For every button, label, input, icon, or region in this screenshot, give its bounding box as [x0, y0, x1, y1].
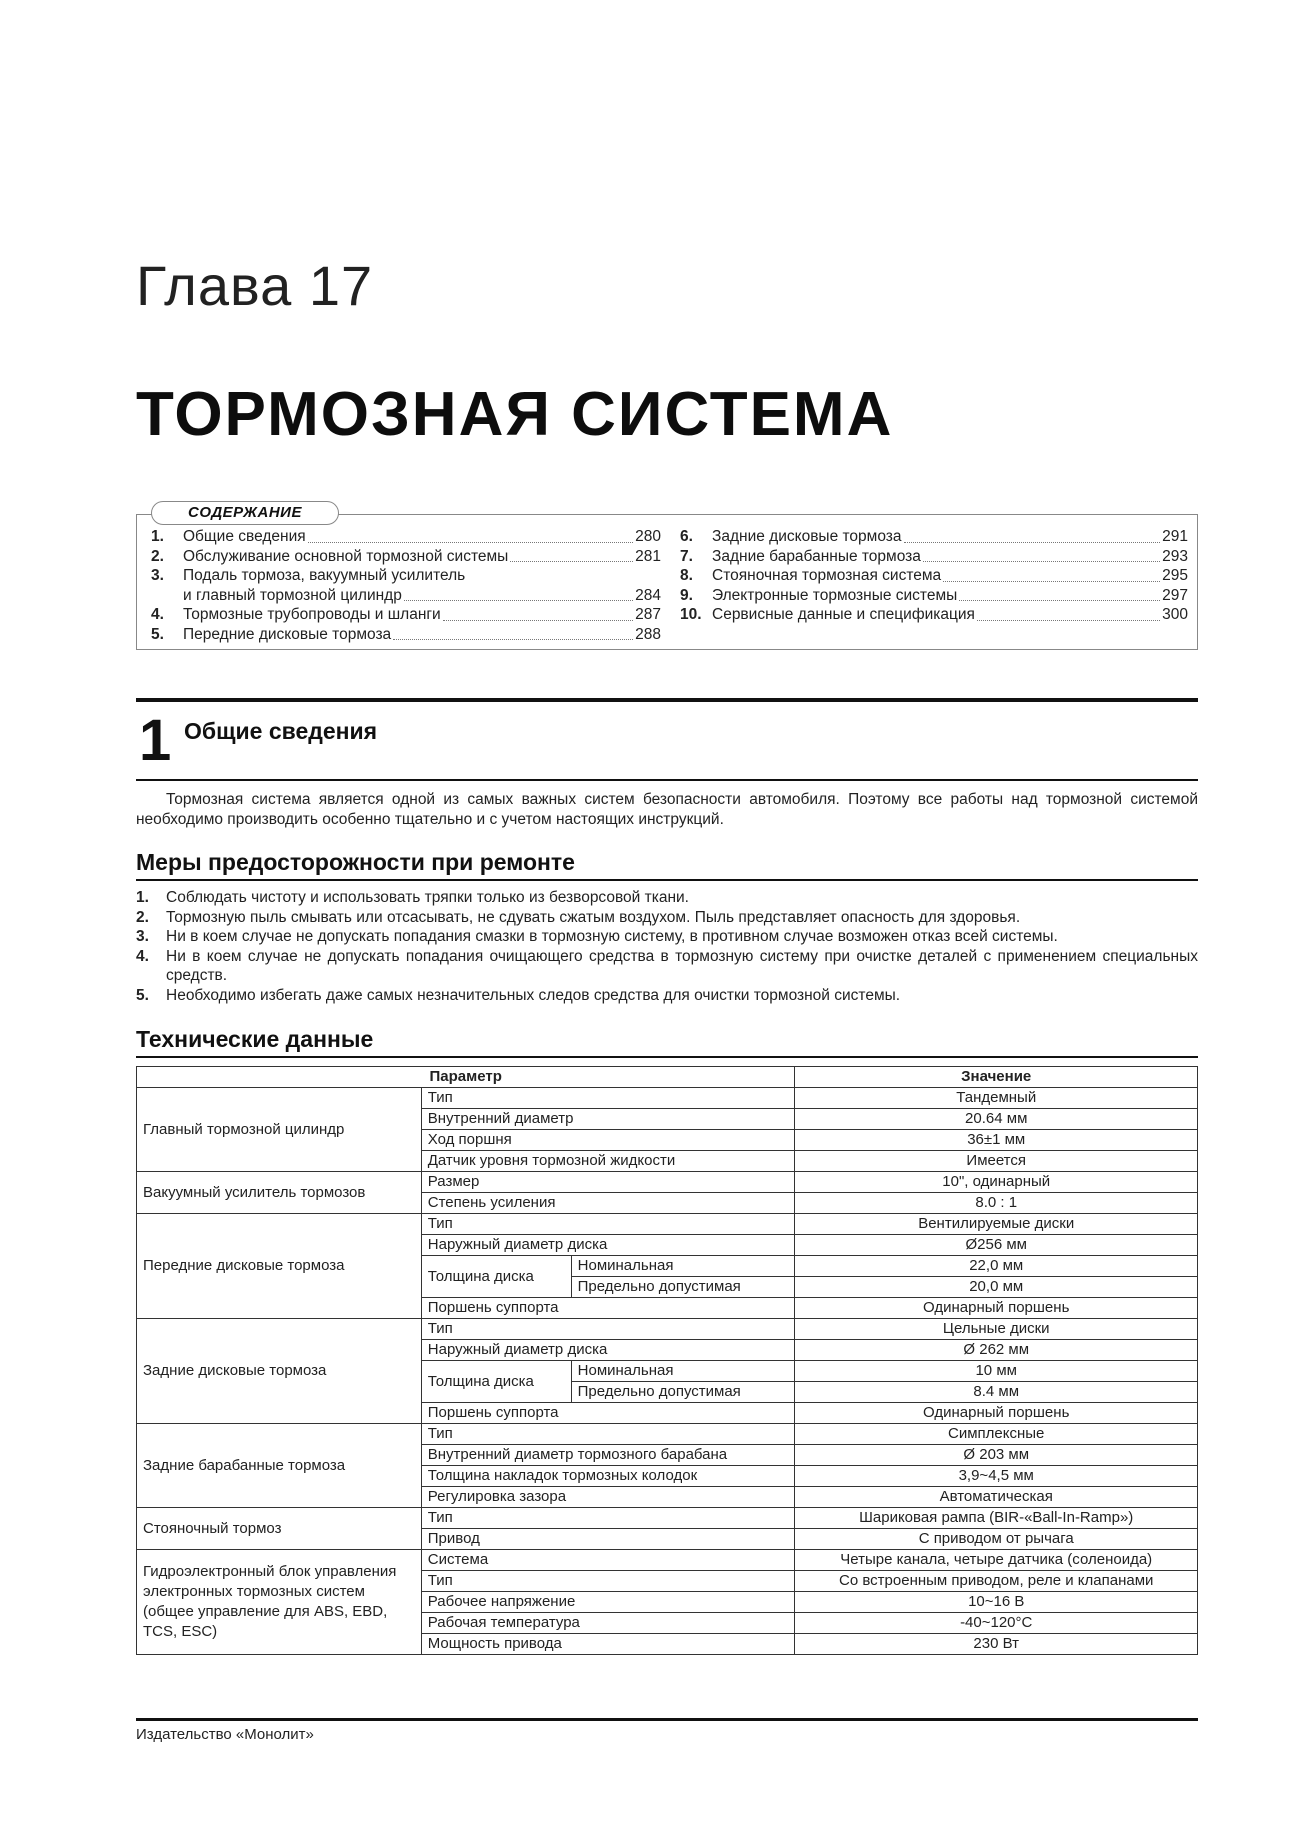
- value-cell: Тандемный: [795, 1088, 1198, 1109]
- value-cell: 230 Вт: [795, 1634, 1198, 1655]
- param-cell: Рабочее напряжение: [421, 1592, 795, 1613]
- param-cell: Размер: [421, 1172, 795, 1193]
- leader-dots: [959, 600, 1160, 601]
- contents-box: [136, 504, 1198, 650]
- param-cell: Поршень суппорта: [421, 1298, 795, 1319]
- subparam-cell: Предельно допустимая: [571, 1382, 795, 1403]
- param-cell: Внутренний диаметр тормозного барабана: [421, 1445, 795, 1466]
- param-cell: Регулировка зазора: [421, 1487, 795, 1508]
- value-cell: 10 мм: [795, 1361, 1198, 1382]
- contents-item[interactable]: 5. Передние дисковые тормоза 288: [151, 625, 661, 643]
- param-cell: Наружный диаметр диска: [421, 1235, 795, 1256]
- value-cell: Имеется: [795, 1151, 1198, 1172]
- contents-item[interactable]: 10. Сервисные данные и спецификация 300: [680, 606, 1188, 623]
- value-cell: С приводом от рычага: [795, 1529, 1198, 1550]
- param-cell: Толщина диска: [421, 1361, 571, 1403]
- footer-rule: [136, 1718, 1198, 1721]
- value-cell: Четыре канала, четыре датчика (соленоида): [795, 1550, 1198, 1571]
- leader-dots: [404, 600, 633, 601]
- value-cell: 8.4 мм: [795, 1382, 1198, 1403]
- value-cell: Ø 262 мм: [795, 1340, 1198, 1361]
- list-item: 2. Тормозную пыль смывать или отсасывать, не сдувать сжатым воздухом. Пыль представляет опасность для здоровья.: [136, 908, 1021, 926]
- table-row: [137, 1088, 1198, 1109]
- value-cell: Автоматическая: [795, 1487, 1198, 1508]
- value-cell: Вентилируемые диски: [795, 1214, 1198, 1235]
- param-cell: Тип: [421, 1319, 795, 1340]
- subparam-cell: Номинальная: [571, 1256, 795, 1277]
- param-cell: Система: [421, 1550, 795, 1571]
- section-rule-top: [136, 698, 1198, 702]
- subparam-cell: Предельно допустимая: [571, 1277, 795, 1298]
- leader-dots: [443, 620, 633, 621]
- contents-item[interactable]: 6. Задние дисковые тормоза 291: [680, 528, 1188, 545]
- group-cell: Стояночный тормоз: [137, 1508, 422, 1550]
- section-rule-bottom: [136, 779, 1198, 781]
- param-cell: Тип: [421, 1214, 795, 1235]
- param-cell: Датчик уровня тормозной жидкости: [421, 1151, 795, 1172]
- table-row: [137, 1424, 1198, 1445]
- value-cell: 10", одинарный: [795, 1172, 1198, 1193]
- value-cell: 3,9~4,5 мм: [795, 1466, 1198, 1487]
- param-cell: Внутренний диаметр: [421, 1109, 795, 1130]
- contents-item[interactable]: 7. Задние барабанные тормоза 293: [680, 547, 1188, 565]
- column-header-parameter: Параметр: [137, 1067, 795, 1088]
- contents-column-left: [151, 527, 661, 644]
- table-row: [137, 1172, 1198, 1193]
- leader-dots: [308, 542, 633, 543]
- list-item: 5. Необходимо избегать даже самых незначительных следов средства для очистки тормозной системы.: [136, 986, 901, 1004]
- leader-dots: [943, 581, 1160, 582]
- param-cell: Тип: [421, 1571, 795, 1592]
- value-cell: Одинарный поршень: [795, 1298, 1198, 1319]
- value-cell: -40~120°C: [795, 1613, 1198, 1634]
- contents-heading: СОДЕРЖАНИЕ: [151, 501, 339, 525]
- param-cell: Тип: [421, 1424, 795, 1445]
- section-title: Общие сведения: [184, 718, 378, 744]
- value-cell: 36±1 мм: [795, 1130, 1198, 1151]
- table-row: [137, 1214, 1198, 1235]
- group-cell: Гидроэлектронный блок управления электронных тормозных систем (общее управление для ABS, EBD, TCS, ESC): [137, 1550, 422, 1655]
- chapter-label: Глава 17: [136, 254, 374, 317]
- column-header-value: Значение: [795, 1067, 1198, 1088]
- param-cell: Толщина диска: [421, 1256, 571, 1298]
- contents-item[interactable]: 1. Общие сведения 280: [151, 528, 661, 545]
- publisher-footer: Издательство «Монолит»: [136, 1726, 314, 1743]
- group-cell: Задние барабанные тормоза: [137, 1424, 422, 1508]
- value-cell: 20.64 мм: [795, 1109, 1198, 1130]
- value-cell: 22,0 мм: [795, 1256, 1198, 1277]
- value-cell: 8.0 : 1: [795, 1193, 1198, 1214]
- precautions-heading: Меры предосторожности при ремонте: [136, 849, 575, 875]
- intro-paragraph: Тормозная система является одной из самых важных систем безопасности автомобиля. Поэтому все работы над тормозной системой необходимо производить особенно тщательно и с учетом настоящих инструкций.: [136, 791, 1198, 828]
- leader-dots: [510, 561, 633, 562]
- param-cell: Степень усиления: [421, 1193, 795, 1214]
- value-cell: Шариковая рампа (BIR-«Ball-In-Ramp»): [795, 1508, 1198, 1529]
- value-cell: Со встроенным приводом, реле и клапанами: [795, 1571, 1198, 1592]
- contents-item[interactable]: 4. Тормозные трубопроводы и шланги 287: [151, 606, 661, 623]
- precautions-list: [136, 888, 1198, 1005]
- value-cell: Ø 203 мм: [795, 1445, 1198, 1466]
- table-row: [137, 1550, 1198, 1571]
- subparam-cell: Номинальная: [571, 1361, 795, 1382]
- group-cell: Задние дисковые тормоза: [137, 1319, 422, 1424]
- value-cell: Цельные диски: [795, 1319, 1198, 1340]
- param-cell: Мощность привода: [421, 1634, 795, 1655]
- param-cell: Поршень суппорта: [421, 1403, 795, 1424]
- value-cell: Ø256 мм: [795, 1235, 1198, 1256]
- param-cell: Толщина накладок тормозных колодок: [421, 1466, 795, 1487]
- group-cell: Главный тормозной цилиндр: [137, 1088, 422, 1172]
- techdata-heading: Технические данные: [136, 1026, 374, 1052]
- param-cell: Рабочая температура: [421, 1613, 795, 1634]
- chapter-title: ТОРМОЗНАЯ СИСТЕМА: [136, 380, 894, 449]
- contents-item[interactable]: 3. Подаль тормоза, вакуумный усилитель: [151, 567, 466, 584]
- contents-item-continued[interactable]: и главный тормозной цилиндр 284: [183, 586, 661, 604]
- contents-item[interactable]: 2. Обслуживание основной тормозной системы 281: [151, 547, 661, 565]
- table-row: [137, 1508, 1198, 1529]
- techdata-rule: [136, 1056, 1198, 1058]
- param-cell: Наружный диаметр диска: [421, 1340, 795, 1361]
- param-cell: Привод: [421, 1529, 795, 1550]
- list-item: 4. Ни в коем случае не допускать попадания очищающего средства в тормозную систему при очистке деталей с применением специальных средств.: [136, 947, 1198, 984]
- section-number: 1: [139, 708, 172, 773]
- value-cell: Симплексные: [795, 1424, 1198, 1445]
- table-row: [137, 1319, 1198, 1340]
- leader-dots: [393, 639, 633, 640]
- leader-dots: [904, 542, 1161, 543]
- value-cell: Одинарный поршень: [795, 1403, 1198, 1424]
- contents-item[interactable]: 8. Стояночная тормозная система 295: [680, 567, 1188, 584]
- leader-dots: [977, 620, 1160, 621]
- precautions-rule: [136, 879, 1198, 881]
- contents-item[interactable]: 9. Электронные тормозные системы 297: [680, 586, 1188, 604]
- list-item: 1. Соблюдать чистоту и использовать тряпки только из безворсовой ткани.: [136, 889, 689, 906]
- value-cell: 10~16 В: [795, 1592, 1198, 1613]
- value-cell: 20,0 мм: [795, 1277, 1198, 1298]
- param-cell: Тип: [421, 1508, 795, 1529]
- list-item: 3. Ни в коем случае не допускать попадания смазки в тормозную систему, в противном случае возможен отказ всей системы.: [136, 928, 1058, 945]
- group-cell: Передние дисковые тормоза: [137, 1214, 422, 1319]
- table-header-row: [137, 1067, 1198, 1088]
- group-cell: Вакуумный усилитель тормозов: [137, 1172, 422, 1214]
- param-cell: Ход поршня: [421, 1130, 795, 1151]
- param-cell: Тип: [421, 1088, 795, 1109]
- contents-column-right: [680, 527, 1188, 625]
- leader-dots: [923, 561, 1160, 562]
- techdata-table: [136, 1066, 1198, 1655]
